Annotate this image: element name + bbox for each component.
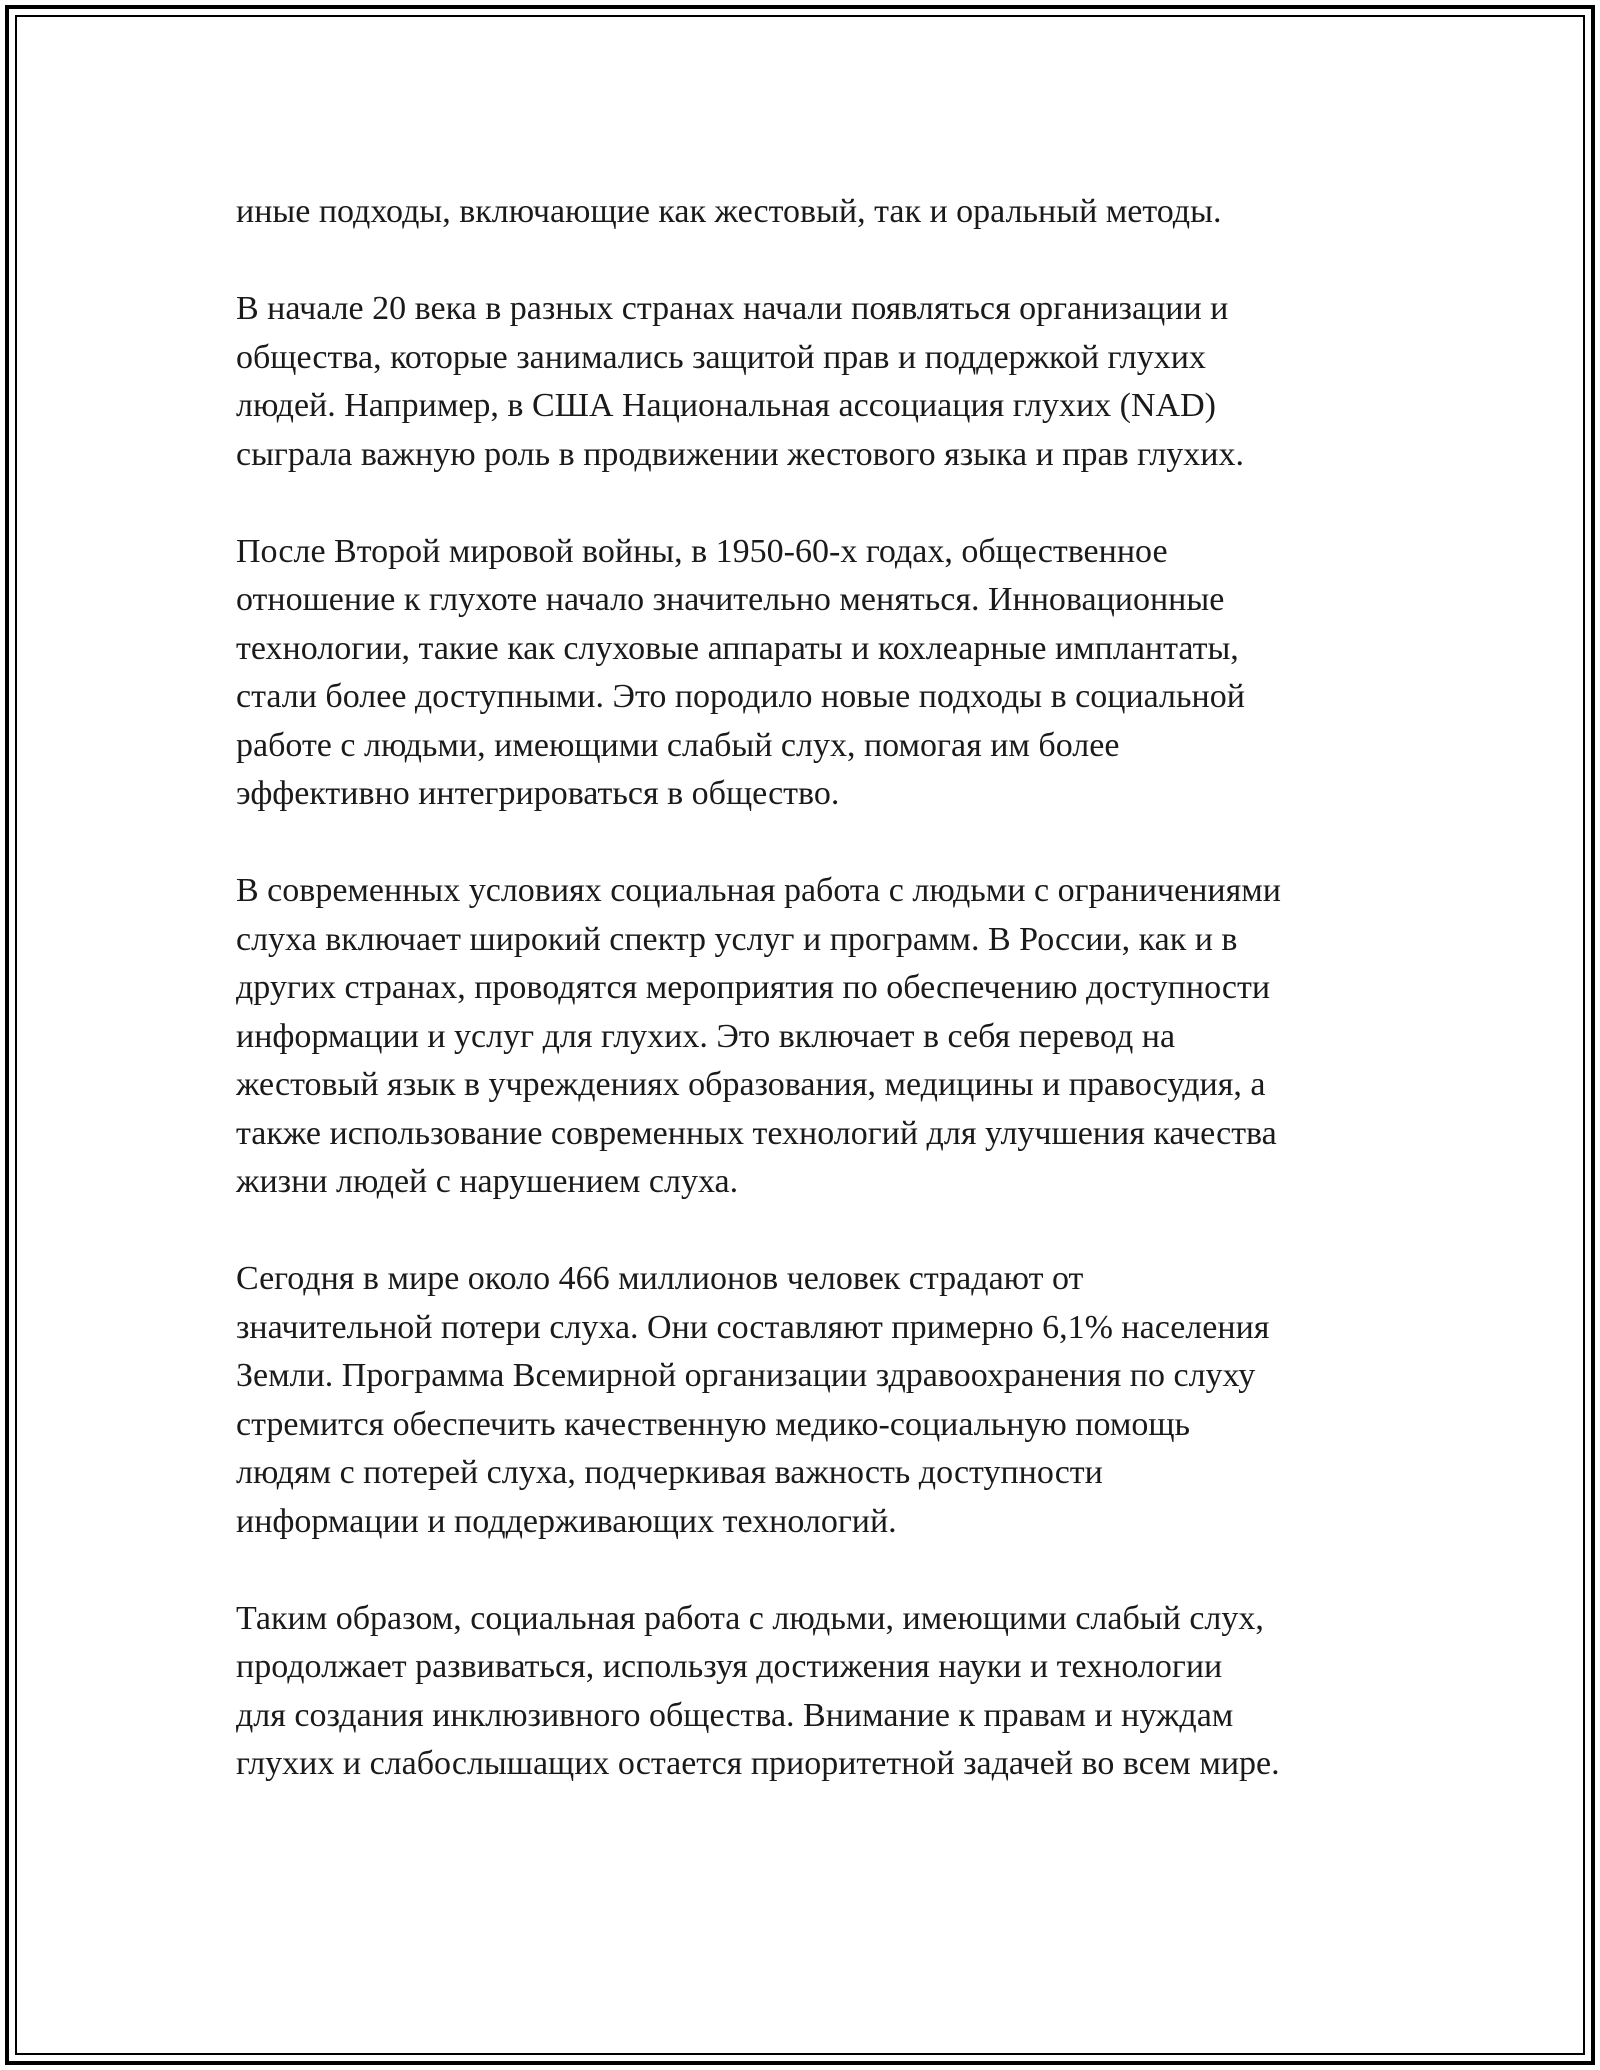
- text-line: Таким образом, социальная работа с людьми, имеющими слабый слух,: [236, 1599, 1264, 1637]
- text-line: глухих и слабослышащих остается приоритетной задачей во всем мире.: [236, 1745, 1280, 1782]
- text-line: для создания инклюзивного общества. Внимание к правам и нуждам: [236, 1696, 1234, 1734]
- text-line: отношение к глухоте начало значительно меняться. Инновационные: [236, 581, 1225, 618]
- text-line: людям с потерей слуха, подчеркивая важность доступности: [236, 1454, 1103, 1491]
- text-line: также использование современных технологий для улучшения качества: [236, 1114, 1277, 1152]
- text-line: слуха включает широкий спектр услуг и программ. В России, как и в: [236, 920, 1238, 958]
- text-line: стремится обеспечить качественную медико-социальную помощь: [236, 1405, 1191, 1443]
- paragraph: [236, 1255, 1396, 1546]
- document-body: [236, 188, 1396, 1837]
- text-line: После Второй мировой войны, в 1950-60-х годах, общественное: [236, 532, 1168, 570]
- text-line: людей. Например, в США Национальная ассоциация глухих (NAD): [236, 387, 1216, 424]
- text-line: эффективно интегрироваться в общество.: [236, 775, 840, 812]
- text-line: других странах, проводятся мероприятия по обеспечению доступности: [236, 969, 1271, 1006]
- text-line: сыграла важную роль в продвижении жестового языка и прав глухих.: [236, 435, 1244, 473]
- text-line: Земли. Программа Всемирной организации здравоохранения по слуху: [236, 1357, 1256, 1394]
- text-line: продолжает развиваться, используя достижения науки и технологии: [236, 1648, 1223, 1685]
- text-line: иные подходы, включающие как жестовый, так и оральный методы.: [236, 193, 1222, 230]
- text-line: информации и поддерживающих технологий.: [236, 1502, 897, 1540]
- paragraph: [236, 867, 1396, 1207]
- text-line: В начале 20 века в разных странах начали появляться организации и: [236, 290, 1229, 327]
- text-line: Сегодня в мире около 466 миллионов человек страдают от: [236, 1260, 1084, 1297]
- paragraph: [236, 1595, 1396, 1789]
- text-line: технологии, такие как слуховые аппараты и кохлеарные имплантаты,: [236, 629, 1239, 667]
- text-line: жизни людей с нарушением слуха.: [236, 1163, 739, 1200]
- text-line: значительной потери слуха. Они составляют примерно 6,1% населения: [236, 1308, 1270, 1346]
- text-line: В современных условиях социальная работа с людьми с ограничениями: [236, 872, 1281, 909]
- text-line: стали более доступными. Это породило новые подходы в социальной: [236, 678, 1245, 715]
- paragraph: [236, 285, 1396, 479]
- text-line: информации и услуг для глухих. Это включает в себя перевод на: [236, 1017, 1176, 1055]
- text-line: общества, которые занимались защитой прав и поддержкой глухих: [236, 338, 1206, 376]
- text-line: работе с людьми, имеющими слабый слух, помогая им более: [236, 726, 1120, 764]
- paragraph: [236, 528, 1396, 819]
- paragraph: [236, 188, 1396, 237]
- text-line: жестовый язык в учреждениях образования, медицины и правосудия, а: [236, 1066, 1266, 1103]
